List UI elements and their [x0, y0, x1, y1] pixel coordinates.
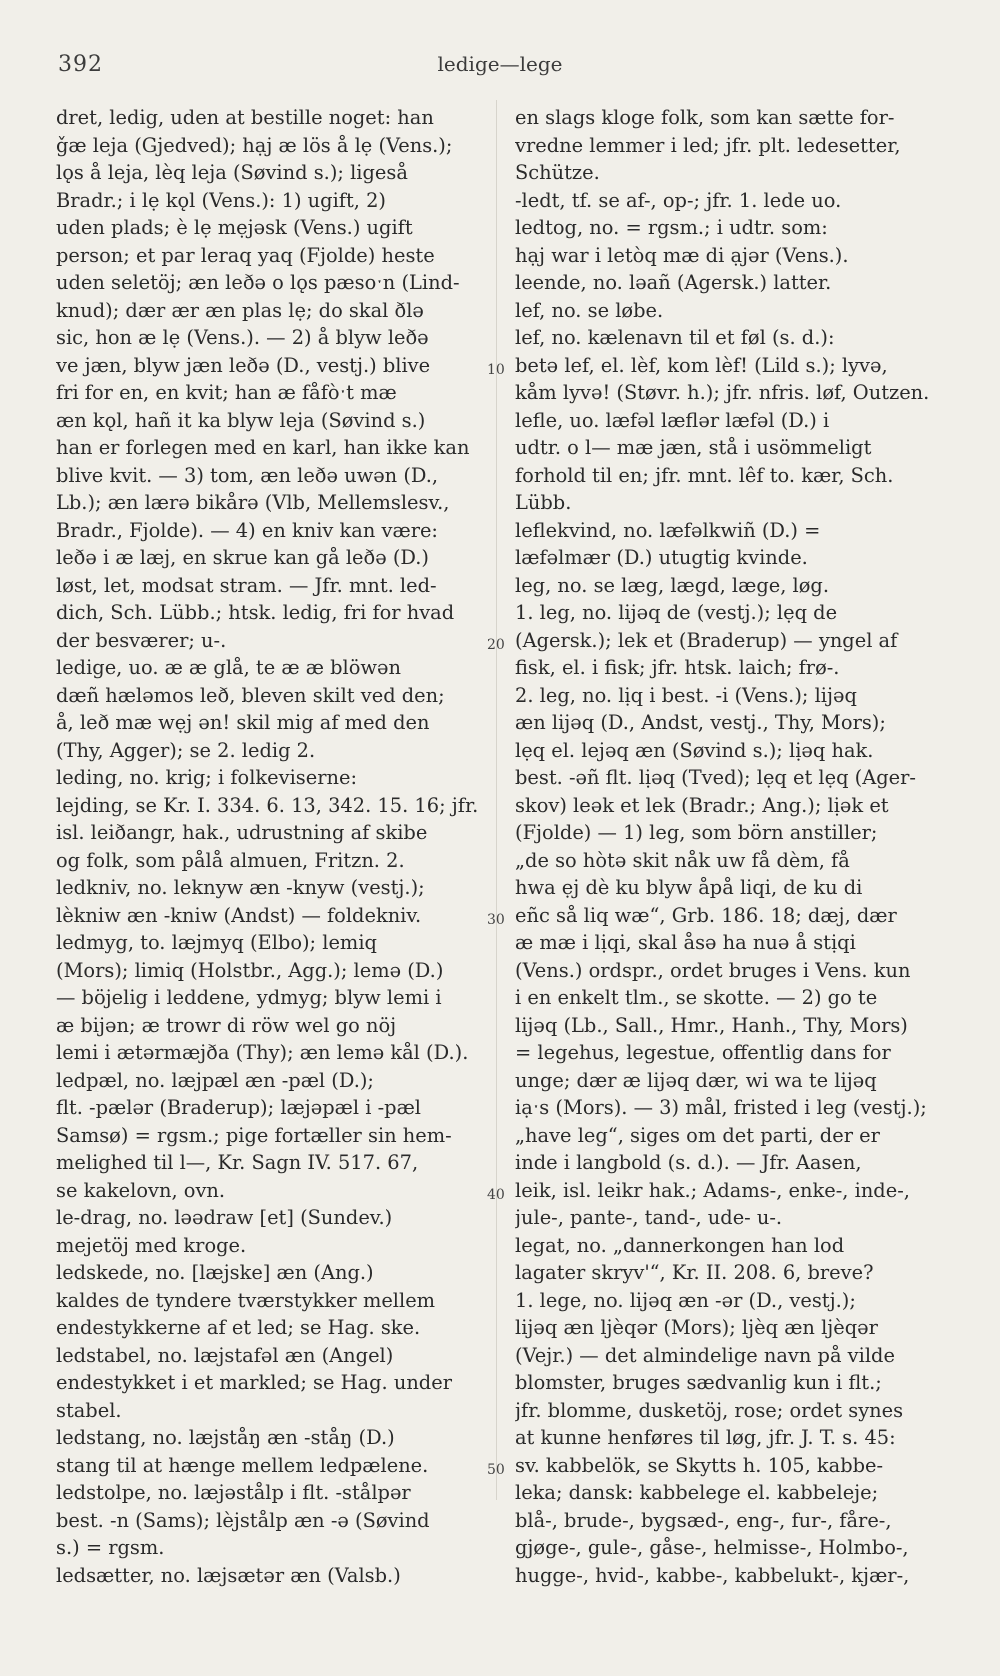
line-number-40: 40	[487, 1187, 505, 1203]
text-line: 1. leg, no. lijəq de (vestj.); lẹq de	[515, 601, 838, 624]
text-line: iạˑs (Mors). — 3) mål, fristed i leg (vestj.);	[515, 1096, 927, 1119]
text-line: Bradr., Fjolde). — 4) en kniv kan være:	[56, 518, 438, 542]
text-line: leg, no. se læg, lægd, læge, løg.	[515, 573, 829, 597]
text-line: blive kvit. — 3) tom, æn leðə uwən (D.,	[56, 463, 439, 487]
text-line: best. -əñ flt. lịəq (Tved); lẹq et lẹq (Ager-	[515, 766, 916, 789]
text-line: 1. lege, no. lijəq æn -ər (D., vestj.);	[515, 1288, 856, 1312]
text-line: knud); dær ær æn plas lẹ; do skal ðlə	[56, 298, 424, 322]
text-line: æ mæ i lịqi, skal åsə ha nuə å stịqi	[515, 931, 856, 954]
line-number-10: 10	[487, 362, 505, 378]
text-line: dich, Sch. Lübb.; htsk. ledig, fri for hvad	[56, 601, 455, 624]
text-line: sv. kabbelök, se Skytts h. 105, kabbe-	[515, 1453, 884, 1477]
text-line: lef, no. se løbe.	[515, 298, 664, 322]
text-line: vredne lemmer i led; jfr. plt. ledesetter,	[515, 133, 901, 157]
text-line: sic, hon æ lẹ (Vens.). — 2) å blyw leðə	[56, 326, 429, 349]
text-line: æn lijəq (D., Andst, vestj., Thy, Mors);	[515, 711, 886, 734]
text-line: stang til at hænge mellem ledpælene.	[56, 1453, 429, 1477]
text-line: ledsætter, no. læjsætər æn (Valsb.)	[56, 1563, 401, 1587]
text-line: unge; dær æ lijəq dær, wi wa te lijəq	[515, 1068, 877, 1092]
text-line: ledstabel, no. læjstafəl æn (Angel)	[56, 1343, 394, 1367]
text-line: forhold til en; jfr. mnt. lêf to. kær, Sch.	[515, 463, 894, 487]
column-divider	[496, 100, 497, 1500]
text-line: fri for en, en kvit; han æ fåfòˑt mæ	[56, 381, 397, 404]
text-line: s.) = rgsm.	[56, 1536, 165, 1559]
text-line: Bradr.; i lẹ kǫl (Vens.): 1) ugift, 2)	[56, 188, 386, 212]
text-line: Schütze.	[515, 161, 600, 184]
text-line: lemi i ætərmæjða (Thy); æn lemə kål (D.).	[56, 1041, 469, 1064]
text-line: blå-, brude-, bygsæd-, eng-, fur-, fåre-,	[515, 1508, 892, 1532]
text-line: hwa ẹj dè ku blyw åpå liqi, de ku di	[515, 876, 863, 899]
text-line: hạj war i letòq mæ di ạjər (Vens.).	[515, 243, 849, 267]
right-column	[515, 104, 945, 1589]
text-line: ledkniv, no. leknyw æn -knyw (vestj.);	[56, 876, 425, 899]
text-line: legat, no. „dannerkongen han lod	[515, 1233, 845, 1257]
text-line: lẹq el. lejəq æn (Søvind s.); lịəq hak.	[515, 738, 874, 762]
text-line: ledmyg, to. læjmyq (Elbo); lemiq	[56, 931, 377, 954]
left-column	[56, 104, 486, 1589]
text-line: ǧæ leja (Gjedved); hạj æ lös å lẹ (Vens.);	[56, 133, 453, 157]
text-line: ledstang, no. læjståŋ æn -ståŋ (D.)	[56, 1426, 395, 1449]
text-line: inde i langbold (s. d.). — Jfr. Aasen,	[515, 1151, 862, 1174]
text-line: leik, isl. leikr hak.; Adams-, enke-, inde-,	[515, 1178, 910, 1202]
text-line: lagater skryv'“, Kr. II. 208. 6, breve?	[515, 1261, 874, 1284]
text-line: best. -n (Sams); lèjstålp æn -ə (Søvind	[56, 1508, 430, 1532]
text-line: kåm lyvə! (Støvr. h.); jfr. nfris. løf, Outzen.	[515, 381, 930, 404]
text-line: lefle, uo. læfəl læflər læfəl (D.) i	[515, 408, 830, 432]
text-line: lejding, se Kr. I. 334. 6. 13, 342. 15. 16; jfr.	[56, 793, 479, 817]
text-line: ledtog, no. = rgsm.; i udtr. som:	[515, 216, 828, 239]
text-line: å, leð mæ wẹj ən! skil mig af med den	[56, 711, 430, 734]
text-line: ledstolpe, no. læjəstålp i flt. -stålpər	[56, 1481, 411, 1504]
text-line: person; et par leraq yaq (Fjolde) heste	[56, 243, 435, 267]
text-line: uden plads; è lẹ mẹjəsk (Vens.) ugift	[56, 216, 413, 239]
text-line: en slags kloge folk, som kan sætte for-	[515, 106, 895, 129]
text-line: isl. leiðangr, hak., udrustning af skibe	[56, 821, 428, 844]
text-line: melighed til l—, Kr. Sagn IV. 517. 67,	[56, 1151, 419, 1174]
text-line: (Mors); limiq (Holstbr., Agg.); lemə (D.)	[56, 958, 444, 982]
text-line: æ bijən; æ trowr di röw wel go nöj	[56, 1013, 397, 1037]
text-line: endestykket i et markled; se Hag. under	[56, 1371, 452, 1394]
text-line: — böjelig i leddene, ydmyg; blyw lemi i	[56, 986, 442, 1009]
text-line: betə lef, el. lèf, kom lèf! (Lild s.); lyvə,	[515, 353, 888, 377]
text-line: jfr. blomme, dusketöj, rose; ordet synes	[515, 1398, 904, 1422]
text-line: Lübb.	[515, 491, 572, 514]
text-line: ledpæl, no. læjpæl æn -pæl (D.);	[56, 1068, 374, 1092]
text-line: dret, ledig, uden at bestille noget: han	[56, 106, 434, 129]
text-line: 2. leg, no. lịq i best. -i (Vens.); lijəq	[515, 683, 857, 707]
text-line: der besværer; u-.	[56, 628, 227, 652]
text-line: leðə i æ læj, en skrue kan gå leðə (D.)	[56, 546, 429, 569]
text-line: (Agersk.); lek et (Braderup) — yngel af	[515, 628, 898, 652]
text-line: gjøge-, gule-, gåse-, helmisse-, Holmbo-,	[515, 1536, 909, 1559]
text-line: læfəlmær (D.) utugtig kvinde.	[515, 546, 808, 569]
text-line: eñc så liq wæ“, Grb. 186. 18; dæj, dær	[515, 903, 897, 927]
text-line: (Thy, Agger); se 2. ledig 2.	[56, 738, 316, 762]
text-line: „have leg“, siges om det parti, der er	[515, 1123, 880, 1147]
text-line: -ledt, tf. se af-, op-; jfr. 1. lede uo.	[515, 188, 842, 212]
text-line: leende, no. ləañ (Agersk.) latter.	[515, 271, 832, 294]
text-line: stabel.	[56, 1398, 122, 1422]
text-line: = legehus, legestue, offentlig dans for	[515, 1041, 891, 1064]
text-line: lijəq (Lb., Sall., Hmr., Hanh., Thy, Mors)	[515, 1013, 908, 1037]
running-head: ledige—lege	[437, 52, 563, 76]
text-line: fisk, el. i fisk; jfr. htsk. laich; frø-.	[515, 656, 840, 679]
text-line: flt. -pælər (Braderup); læjəpæl i -pæl	[56, 1096, 421, 1119]
text-line: ledige, uo. æ æ glå, te æ æ blöwən	[56, 656, 401, 679]
text-line: løst, let, modsat stram. — Jfr. mnt. led-	[56, 573, 437, 597]
text-line: i en enkelt tlm., se skotte. — 2) go te	[515, 986, 878, 1009]
text-line: at kunne henføres til løg, jfr. J. T. s. 45:	[515, 1426, 896, 1449]
text-line: „de so hòtə skit nåk uw få dèm, få	[515, 848, 850, 872]
text-line: (Vens.) ordspr., ordet bruges i Vens. kun	[515, 958, 911, 982]
text-line: jule-, pante-, tand-, ude- u-.	[515, 1206, 783, 1229]
text-line: og folk, som pålå almuen, Fritzn. 2.	[56, 848, 405, 872]
text-line: (Fjolde) — 1) leg, som börn anstiller;	[515, 821, 878, 844]
text-line: dæñ hæləmos leð, bleven skilt ved den;	[56, 683, 445, 707]
text-line: udtr. o l— mæ jæn, stå i usömmeligt	[515, 436, 872, 459]
line-number-50: 50	[487, 1462, 505, 1478]
text-line: endestykkerne af et led; se Hag. ske.	[56, 1316, 421, 1339]
text-line: Samsø) = rgsm.; pige fortæller sin hem-	[56, 1123, 452, 1147]
text-line: han er forlegen med en karl, han ikke kan	[56, 436, 470, 459]
text-line: skov) leək et lek (Bradr.; Ang.); lịək et	[515, 793, 889, 817]
text-line: lijəq æn ljèqər (Mors); ljèq æn ljèqər	[515, 1316, 878, 1339]
text-line: hugge-, hvid-, kabbe-, kabbelukt-, kjær-,	[515, 1563, 910, 1587]
text-line: uden seletöj; æn leðə o lǫs pæsoˑn (Lind-	[56, 271, 460, 294]
text-line: lǫs å leja, lèq leja (Søvind s.); ligeså	[56, 161, 408, 184]
text-line: lèkniw æn -kniw (Andst) — foldekniv.	[56, 903, 422, 927]
text-line: kaldes de tyndere tværstykker mellem	[56, 1288, 436, 1312]
text-line: se kakelovn, ovn.	[56, 1178, 226, 1202]
text-line: ledskede, no. [læjske] æn (Ang.)	[56, 1261, 374, 1284]
text-line: leding, no. krig; i folkeviserne:	[56, 766, 357, 789]
text-line: le-drag, no. ləədraw [et] (Sundev.)	[56, 1206, 393, 1229]
text-line: ve jæn, blyw jæn leðə (D., vestj.) blive	[56, 353, 431, 377]
text-line: (Vejr.) — det almindelige navn på vilde	[515, 1343, 895, 1367]
text-line: leflekvind, no. læfəlkwiñ (D.) =	[515, 518, 821, 542]
line-number-20: 20	[487, 637, 505, 653]
text-line: æn kǫl, hañ it ka blyw leja (Søvind s.)	[56, 408, 426, 432]
line-number-30: 30	[487, 912, 505, 928]
text-line: mejetöj med kroge.	[56, 1233, 247, 1257]
text-line: blomster, bruges sædvanlig kun i flt.;	[515, 1371, 882, 1394]
text-line: leka; dansk: kabbelege el. kabbeleje;	[515, 1481, 879, 1504]
text-line: lef, no. kælenavn til et føl (s. d.):	[515, 326, 835, 349]
page-number: 392	[58, 52, 103, 77]
text-line: Lb.); æn lærə bikårə (Vlb, Mellemslesv.,	[56, 491, 450, 514]
